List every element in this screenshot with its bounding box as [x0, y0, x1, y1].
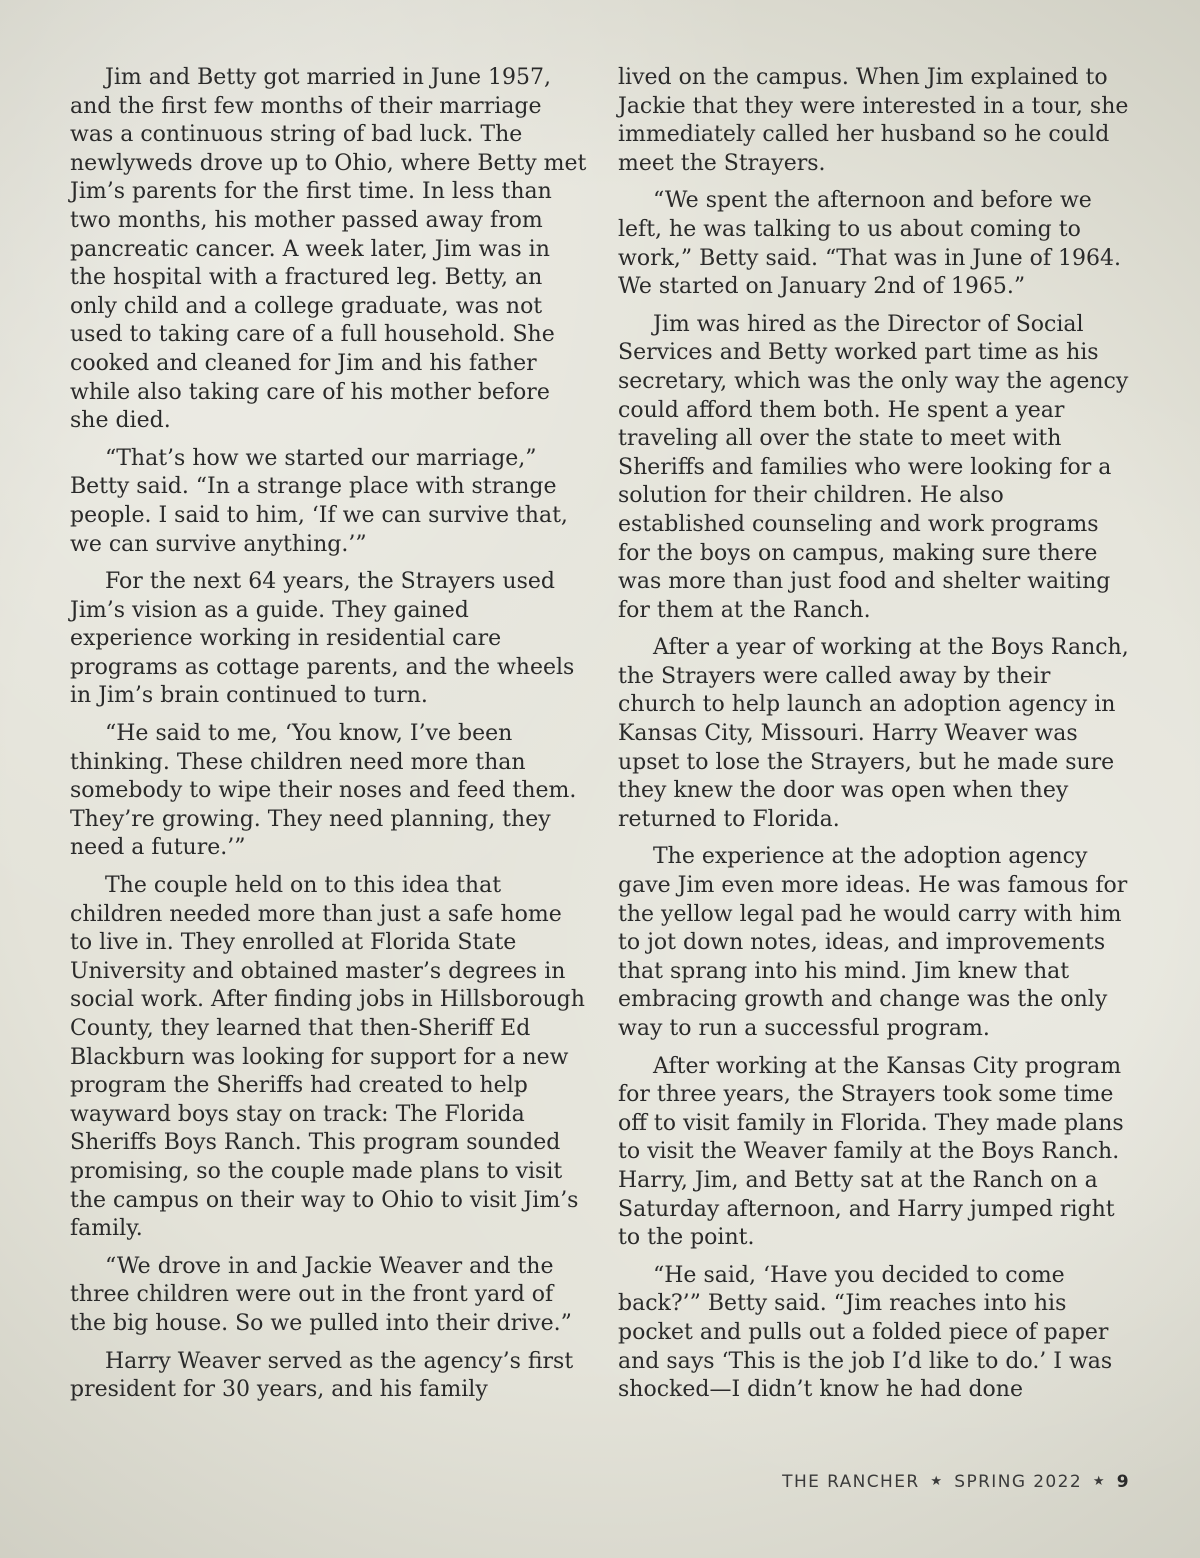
publication-name: THE RANCHER — [782, 1472, 920, 1492]
paragraph: “He said, ‘Have you decided to come back?’” Betty said. “Jim reaches into his pocket and pulls out a folded piece of paper and says ‘This is the job I’d like to do.’ I was shocked—I didn’t know he had done — [618, 1262, 1113, 1403]
page-footer — [782, 1472, 1130, 1492]
paragraph-continued: lived on the campus. When Jim explained to Jackie that they were interested in a tour, she immediately called her husband so he could meet the Strayers. — [618, 65, 1129, 176]
paragraph: Jim and Betty got married in June 1957, and the first few months of their marriage was a continuous string of bad luck. The newlyweds drove up to Ohio, where Betty met Jim’s parents for the first time. In less than two months, his mother passed away from pancreatic cancer. A week later, Jim was in the hospital with a fractured leg. Betty, an only child and a college graduate, was not used to taking care of a full household. She cooked and cleaned for Jim and his father while also taking care of his mother before she died. — [70, 65, 587, 434]
paragraph: After a year of working at the Boys Ranch, the Strayers were called away by their church to help launch an adoption agency in Kansas City, Missouri. Harry Weaver was upset to lose the Strayers, but he made sure they knew the door was open when they returned to Florida. — [618, 635, 1129, 832]
paragraph: For the next 64 years, the Strayers used Jim’s vision as a guide. They gained experience working in residential care programs as cottage parents, and the wheels in Jim’s brain continued to turn. — [70, 569, 575, 709]
paragraph: “We drove in and Jackie Weaver and the three children were out in the front yard of the big house. So we pulled into their drive.” — [70, 1253, 572, 1336]
text-column-right — [618, 64, 1134, 1414]
issue-label: SPRING 2022 — [954, 1472, 1083, 1492]
page-number: 9 — [1116, 1472, 1130, 1492]
paragraph: “We spent the afternoon and before we left, he was talking to us about coming to work,” Betty said. “That was in June of 1964. We started on January 2nd of 1965.” — [618, 188, 1121, 300]
paragraph: “He said to me, ‘You know, I’ve been thinking. These children need more than somebody to wipe their noses and feed them. They’re growing. They need planning, they need a future.’” — [70, 721, 577, 861]
paragraph: The experience at the adoption agency gave Jim even more ideas. He was famous for the yellow legal pad he would carry with him to jot down notes, ideas, and improvements that sprang into his mind. Jim knew that embracing growth and change was the only way to run a successful program. — [618, 844, 1128, 1041]
paragraph: Jim was hired as the Director of Social Services and Betty worked part time as his secretary, which was the only way the agency could afford them both. He spent a year traveling all over the state to meet with Sheriffs and families who were looking for a solution for their children. He also established counseling and work programs for the boys on campus, making sure there was more than just food and shelter waiting for them at the Ranch. — [618, 311, 1129, 623]
paragraph: Harry Weaver served as the agency’s first president for 30 years, and his family — [70, 1348, 574, 1403]
star-icon: ★ — [930, 1474, 944, 1489]
paragraph: The couple held on to this idea that children needed more than just a safe home to live in. They enrolled at Florida State University and obtained master’s degrees in social work. After finding jobs in Hillsborough County, they learned that then-Sheriff Ed Blackburn was looking for support for a new program the Sheriffs had created to help wayward boys stay on track: The Florida Sheriffs Boys Ranch. This program sounded promising, so the couple made plans to visit the campus on their way to Ohio to visit Jim’s family. — [70, 873, 585, 1242]
paragraph: After working at the Kansas City program for three years, the Strayers took some time off to visit family in Florida. They made plans to visit the Weaver family at the Boys Ranch. Harry, Jim, and Betty sat at the Ranch on a Saturday afternoon, and Harry jumped right to the point. — [618, 1053, 1124, 1251]
paragraph: “That’s how we started our marriage,” Betty said. “In a strange place with strange people. I said to him, ‘If we can survive that, we can survive anything.’” — [70, 445, 568, 557]
text-column-left — [70, 64, 588, 1414]
star-icon: ★ — [1092, 1474, 1106, 1489]
